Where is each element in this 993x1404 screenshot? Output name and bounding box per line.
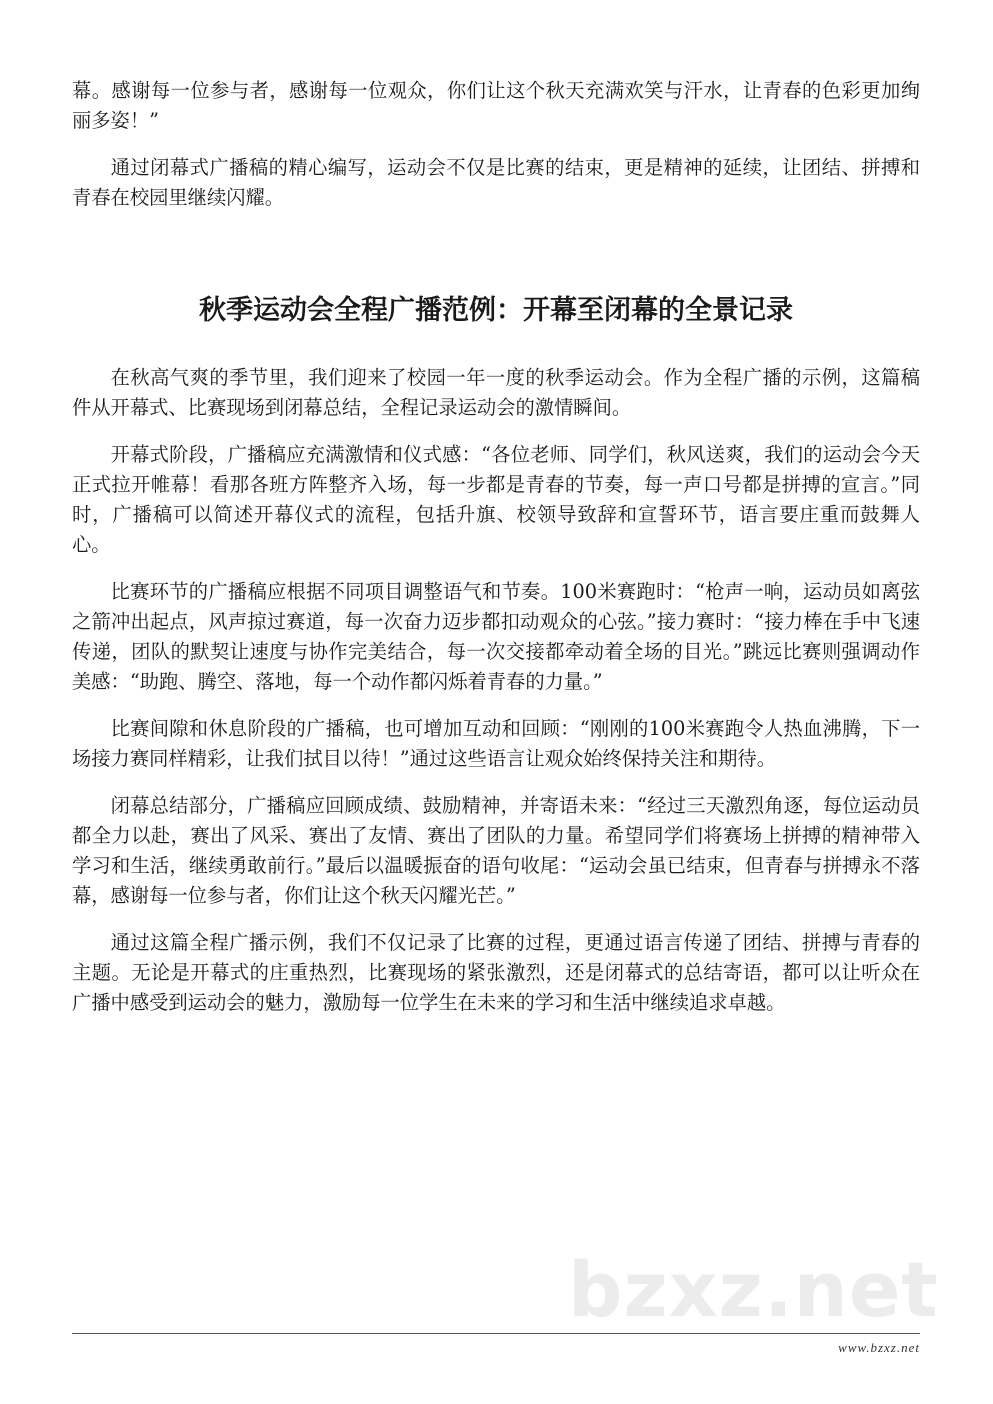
paragraph: 幕。感谢每一位参与者，感谢每一位观众，你们让这个秋天充满欢笑与汗水，让青春的色彩更加绚丽多姿！”: [72, 79, 920, 132]
paragraph: 比赛间隙和休息阶段的广播稿，也可增加互动和回顾：“刚刚的100米赛跑令人热血沸腾，下一场接力赛同样精彩，让我们拭目以待！”通过这些语言让观众始终保持关注和期待。: [72, 717, 920, 770]
document-body: [72, 76, 920, 1035]
paragraph: 开幕式阶段，广播稿应充满激情和仪式感：“各位老师、同学们，秋风送爽，我们的运动会今天正式拉开帷幕！看那各班方阵整齐入场，每一步都是青春的节奏，每一声口号都是拼搏的宣言。”同时，广播稿可以简述开幕仪式的流程，包括升旗、校领导致辞和宣誓环节，语言要庄重而鼓舞人心。: [72, 443, 920, 556]
paragraph: 通过闭幕式广播稿的精心编写，运动会不仅是比赛的结束，更是精神的延续，让团结、拼搏和青春在校园里继续闪耀。: [72, 156, 920, 209]
watermark: bzxz.net: [568, 1252, 939, 1328]
paragraph: 通过这篇全程广播示例，我们不仅记录了比赛的过程，更通过语言传递了团结、拼搏与青春的主题。无论是开幕式的庄重热烈，比赛现场的紧张激烈，还是闭幕式的总结寄语，都可以让听众在广播中感受到运动会的魅力，激励每一位学生在未来的学习和生活中继续追求卓越。: [72, 931, 920, 1014]
paragraph: 比赛环节的广播稿应根据不同项目调整语气和节奏。100米赛跑时：“枪声一响，运动员如离弦之箭冲出起点，风声掠过赛道，每一次奋力迈步都扣动观众的心弦。”接力赛时：“接力棒在手中飞速传递，团队的默契让速度与协作完美结合，每一次交接都牵动着全场的目光。”跳远比赛则强调动作美感：“助跑、腾空、落地，每一个动作都闪烁着青春的力量。”: [72, 580, 920, 693]
document-title: 秋季运动会全程广播范例：开幕至闭幕的全景记录: [199, 295, 793, 326]
paragraph: 闭幕总结部分，广播稿应回顾成绩、鼓励精神，并寄语未来：“经过三天激烈角逐，每位运动员都全力以赴，赛出了风采、赛出了友情、赛出了团队的力量。希望同学们将赛场上拼搏的精神带入学习和生活，继续勇敢前行。”最后以温暖振奋的语句收尾：“运动会虽已结束，但青春与拼搏永不落幕，感谢每一位参与者，你们让这个秋天闪耀光芒。”: [72, 794, 920, 907]
paragraph: 在秋高气爽的季节里，我们迎来了校园一年一度的秋季运动会。作为全程广播的示例，这篇稿件从开幕式、比赛现场到闭幕总结，全程记录运动会的激情瞬间。: [72, 366, 920, 419]
footer-divider: [72, 1333, 920, 1334]
footer-url: www.bzxz.net: [838, 1340, 920, 1355]
